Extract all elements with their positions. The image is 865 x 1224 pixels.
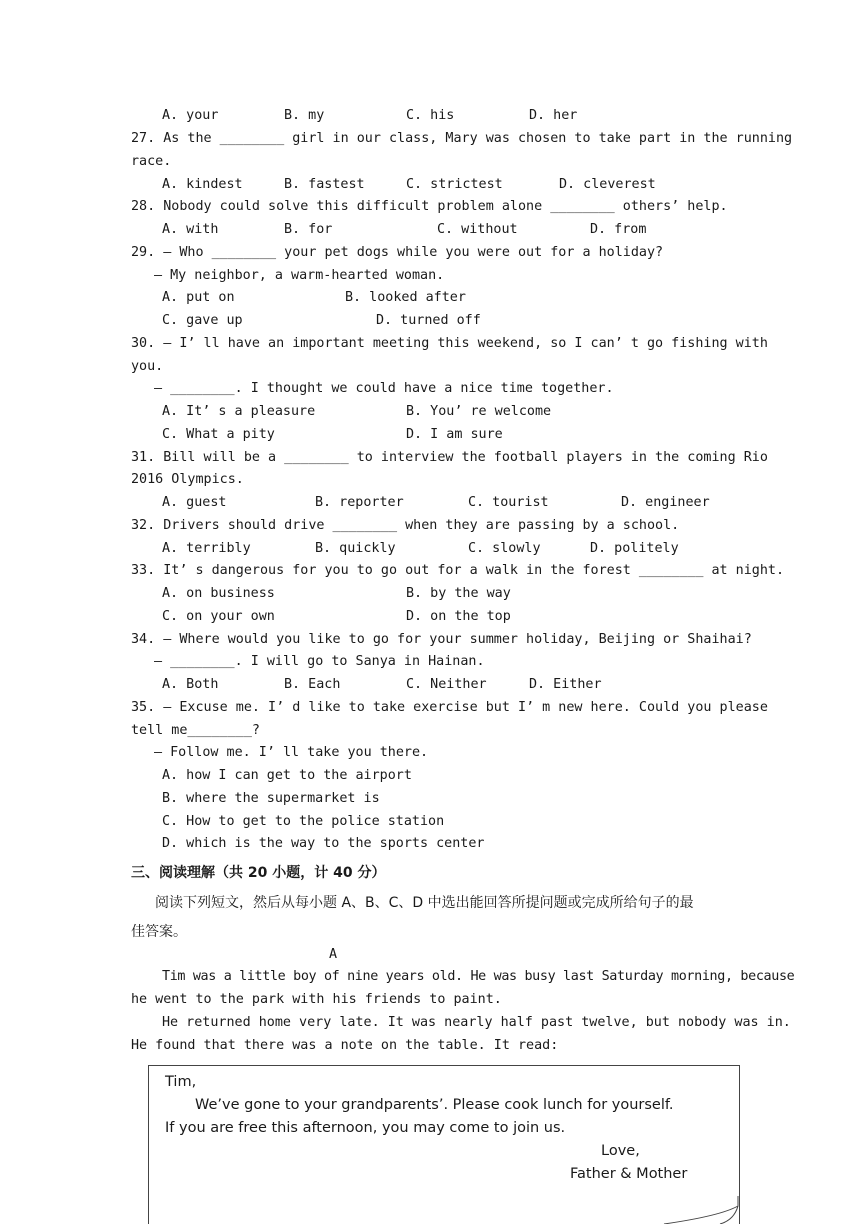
passage-para-1: Tim was a little boy of nine years old. He was busy last Saturday morning, because bbox=[162, 969, 795, 984]
q32-option-c: C. slowly bbox=[468, 541, 541, 556]
q26-option-d: D. her bbox=[529, 108, 578, 123]
q28-option-b: B. for bbox=[284, 222, 333, 237]
instruction-line-2: 佳答案。 bbox=[131, 924, 187, 940]
passage-para-1-cont: he went to the park with his friends to paint. bbox=[131, 992, 502, 1007]
q32-option-b: B. quickly bbox=[315, 541, 396, 556]
q26-option-a: A. your bbox=[162, 108, 219, 123]
note-greeting: Tim, bbox=[165, 1074, 197, 1090]
q29-option-a: A. put on bbox=[162, 290, 235, 305]
q30-option-a: A. It’ s a pleasure bbox=[162, 404, 316, 419]
instruction-line-1: 阅读下列短文，然后从每小题 A、B、C、D 中选出能回答所提问题或完成所给句子的最 bbox=[155, 895, 694, 911]
q28-option-c: C. without bbox=[437, 222, 518, 237]
q35-option-b: B. where the supermarket is bbox=[162, 791, 380, 806]
q26-option-c: C. his bbox=[406, 108, 455, 123]
q28-option-d: D. from bbox=[590, 222, 647, 237]
q29-reply: — My neighbor, a warm-hearted woman. bbox=[154, 268, 445, 283]
q26-option-b: B. my bbox=[284, 108, 325, 123]
q34-option-d: D. Either bbox=[529, 677, 602, 692]
q27-option-b: B. fastest bbox=[284, 177, 365, 192]
q31-stem-cont: 2016 Olympics. bbox=[131, 472, 244, 487]
q34-reply: — ________. I will go to Sanya in Hainan. bbox=[154, 654, 485, 669]
q31-option-a: A. guest bbox=[162, 495, 227, 510]
q32-stem: 32. Drivers should drive ________ when they are passing by a school. bbox=[131, 518, 680, 533]
q27-option-c: C. strictest bbox=[406, 177, 503, 192]
q30-option-d: D. I am sure bbox=[406, 427, 503, 442]
q27-stem-cont: race. bbox=[131, 154, 172, 169]
q35-option-d: D. which is the way to the sports center bbox=[162, 836, 485, 851]
section-title: 三、阅读理解（共 20 小题，计 40 分） bbox=[131, 865, 386, 881]
note-line-1: We’ve gone to your grandparents’. Please cook lunch for yourself. bbox=[195, 1097, 674, 1113]
q27-option-d: D. cleverest bbox=[559, 177, 656, 192]
q31-option-d: D. engineer bbox=[621, 495, 710, 510]
q30-reply: — ________. I thought we could have a nice time together. bbox=[154, 381, 614, 396]
passage-para-2-cont: He found that there was a note on the table. It read: bbox=[131, 1038, 559, 1053]
q29-option-b: B. looked after bbox=[345, 290, 466, 305]
passage-para-2: He returned home very late. It was nearly half past twelve, but nobody was in. bbox=[162, 1015, 791, 1030]
q29-option-c: C. gave up bbox=[162, 313, 243, 328]
q35-option-a: A. how I can get to the airport bbox=[162, 768, 412, 783]
note-box bbox=[148, 1065, 740, 1224]
note-line-2: If you are free this afternoon, you may come to join us. bbox=[165, 1120, 566, 1136]
q28-option-a: A. with bbox=[162, 222, 219, 237]
q33-stem: 33. It’ s dangerous for you to go out for a walk in the forest ________ at night. bbox=[131, 563, 785, 578]
q34-option-b: B. Each bbox=[284, 677, 341, 692]
q27-option-a: A. kindest bbox=[162, 177, 243, 192]
q33-option-a: A. on business bbox=[162, 586, 275, 601]
q35-stem-cont: tell me________? bbox=[131, 723, 260, 738]
q28-stem: 28. Nobody could solve this difficult problem alone ________ others’ help. bbox=[131, 199, 728, 214]
q30-stem: 30. — I’ ll have an important meeting this weekend, so I can’ t go fishing with bbox=[131, 336, 768, 351]
q33-option-b: B. by the way bbox=[406, 586, 511, 601]
q30-option-c: C. What a pity bbox=[162, 427, 275, 442]
note-signature: Father & Mother bbox=[570, 1166, 688, 1182]
q30-stem-cont: you. bbox=[131, 359, 164, 374]
note-curled-corner bbox=[660, 1196, 742, 1224]
passage-label: A bbox=[329, 947, 338, 962]
q29-option-d: D. turned off bbox=[376, 313, 481, 328]
q31-stem: 31. Bill will be a ________ to interview the football players in the coming Rio bbox=[131, 450, 768, 465]
q33-option-c: C. on your own bbox=[162, 609, 275, 624]
q31-option-b: B. reporter bbox=[315, 495, 404, 510]
q29-stem: 29. — Who ________ your pet dogs while you were out for a holiday? bbox=[131, 245, 664, 260]
q32-option-a: A. terribly bbox=[162, 541, 251, 556]
q33-option-d: D. on the top bbox=[406, 609, 511, 624]
q27-stem: 27. As the ________ girl in our class, Mary was chosen to take part in the running bbox=[131, 131, 793, 146]
q31-option-c: C. tourist bbox=[468, 495, 549, 510]
q30-option-b: B. You’ re welcome bbox=[406, 404, 552, 419]
note-closing: Love, bbox=[601, 1143, 640, 1159]
q35-stem: 35. — Excuse me. I’ d like to take exercise but I’ m new here. Could you please bbox=[131, 700, 768, 715]
q35-reply: — Follow me. I’ ll take you there. bbox=[154, 745, 429, 760]
q35-option-c: C. How to get to the police station bbox=[162, 814, 445, 829]
q34-option-a: A. Both bbox=[162, 677, 219, 692]
q32-option-d: D. politely bbox=[590, 541, 679, 556]
q34-stem: 34. — Where would you like to go for your summer holiday, Beijing or Shaihai? bbox=[131, 632, 752, 647]
q34-option-c: C. Neither bbox=[406, 677, 487, 692]
